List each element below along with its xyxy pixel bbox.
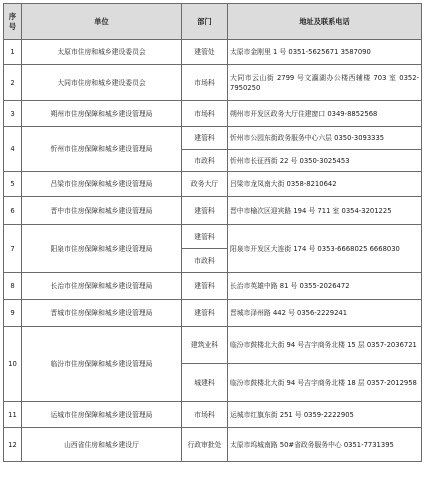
- dept-name: 市政科: [182, 249, 228, 273]
- address-phone: 太原市金刚里 1 号 0351-5625671 3587090: [228, 40, 422, 65]
- row-number: 11: [4, 402, 22, 428]
- unit-name: 运城市住房保障和城乡建设管理局: [22, 402, 182, 428]
- unit-name: 晋城市住房保障和城乡建设管理局: [22, 300, 182, 327]
- dept-name: 建筑业科: [182, 327, 228, 364]
- unit-name: 吕梁市住房保障和城乡建设管理局: [22, 172, 182, 197]
- row-number: 7: [4, 225, 22, 273]
- row-number: 2: [4, 65, 22, 101]
- dept-name: 城建科: [182, 364, 228, 402]
- dept-name: 建管科: [182, 197, 228, 225]
- table-row: [4, 40, 422, 65]
- unit-name: 阳泉市住房保障和城乡建设管理局: [22, 225, 182, 273]
- dept-name: 行政审批处: [182, 428, 228, 462]
- unit-name: 山西省住房和城乡建设厅: [22, 428, 182, 462]
- address-phone: 忻州市公园东街政务服务中心六层 0350-3093335: [228, 127, 422, 150]
- table-row: [4, 327, 422, 364]
- row-number: 8: [4, 273, 22, 300]
- row-number: 12: [4, 428, 22, 462]
- address-phone: 大同市云山街 2799 号文瀛湖办公楼西辅楼 703 室 0352-7950250: [228, 65, 422, 101]
- table-row: [4, 225, 422, 249]
- row-number: 10: [4, 327, 22, 402]
- address-phone: 晋城市泽州路 442 号 0356-2229241: [228, 300, 422, 327]
- address-phone: 晋中市榆次区迎宾路 194 号 711 室 0354-3201225: [228, 197, 422, 225]
- dept-name: 市场科: [182, 402, 228, 428]
- header-no: 序号: [4, 4, 22, 40]
- unit-name: 忻州市住房保障和城乡建设管理局: [22, 127, 182, 172]
- unit-name: 临汾市住房保障和城乡建设管理局: [22, 327, 182, 402]
- table-row: [4, 172, 422, 197]
- table-row: [4, 65, 422, 101]
- dept-name: 市政科: [182, 150, 228, 172]
- dept-name: 建管科: [182, 225, 228, 249]
- unit-name: 朔州市住房保障和城乡建设管理局: [22, 101, 182, 127]
- table-row: [4, 127, 422, 150]
- table-row: [4, 300, 422, 327]
- table-row: [4, 428, 422, 462]
- header-addr: 地址及联系电话: [228, 4, 422, 40]
- row-number: 9: [4, 300, 22, 327]
- address-phone: 太原市坞城南路 50#省政务服务中心 0351-7731395: [228, 428, 422, 462]
- table-row: [4, 197, 422, 225]
- dept-name: 政务大厅: [182, 172, 228, 197]
- address-phone: 吕梁市龙凤南大街 0358-8210642: [228, 172, 422, 197]
- address-phone: 临汾市鼓楼北大街 94 号吉宇商务北楼 18 层 0357-2012958: [228, 364, 422, 402]
- row-number: 1: [4, 40, 22, 65]
- contact-table-container: [3, 3, 422, 462]
- address-phone: 忻州市长征西街 22 号 0350-3025453: [228, 150, 422, 172]
- row-number: 5: [4, 172, 22, 197]
- unit-name: 晋中市住房保障和城乡建设管理局: [22, 197, 182, 225]
- header-dept: 部门: [182, 4, 228, 40]
- unit-name: 大同市住房和城乡建设委员会: [22, 65, 182, 101]
- address-phone: 阳泉市开发区大连街 174 号 0353-6668025 6668030: [228, 225, 422, 273]
- row-number: 4: [4, 127, 22, 172]
- contact-table: [3, 3, 422, 462]
- address-phone: 长治市英雄中路 81 号 0355-2026472: [228, 273, 422, 300]
- table-row: [4, 273, 422, 300]
- table-row: [4, 402, 422, 428]
- address-phone: 运城市红旗东街 251 号 0359-2222905: [228, 402, 422, 428]
- dept-name: 建管科: [182, 300, 228, 327]
- table-header-row: [4, 4, 422, 40]
- row-number: 6: [4, 197, 22, 225]
- dept-name: 建管处: [182, 40, 228, 65]
- header-unit: 单位: [22, 4, 182, 40]
- address-phone: 朔州市开发区政务大厅住建窗口 0349-8852568: [228, 101, 422, 127]
- unit-name: 长治市住房保障和城乡建设管理局: [22, 273, 182, 300]
- dept-name: 市场科: [182, 101, 228, 127]
- dept-name: 建管科: [182, 127, 228, 150]
- dept-name: 市场科: [182, 65, 228, 101]
- unit-name: 太原市住房和城乡建设委员会: [22, 40, 182, 65]
- table-row: [4, 101, 422, 127]
- row-number: 3: [4, 101, 22, 127]
- address-phone: 临汾市鼓楼北大街 94 号吉宇商务北楼 15 层 0357-2036721: [228, 327, 422, 364]
- dept-name: 建管科: [182, 273, 228, 300]
